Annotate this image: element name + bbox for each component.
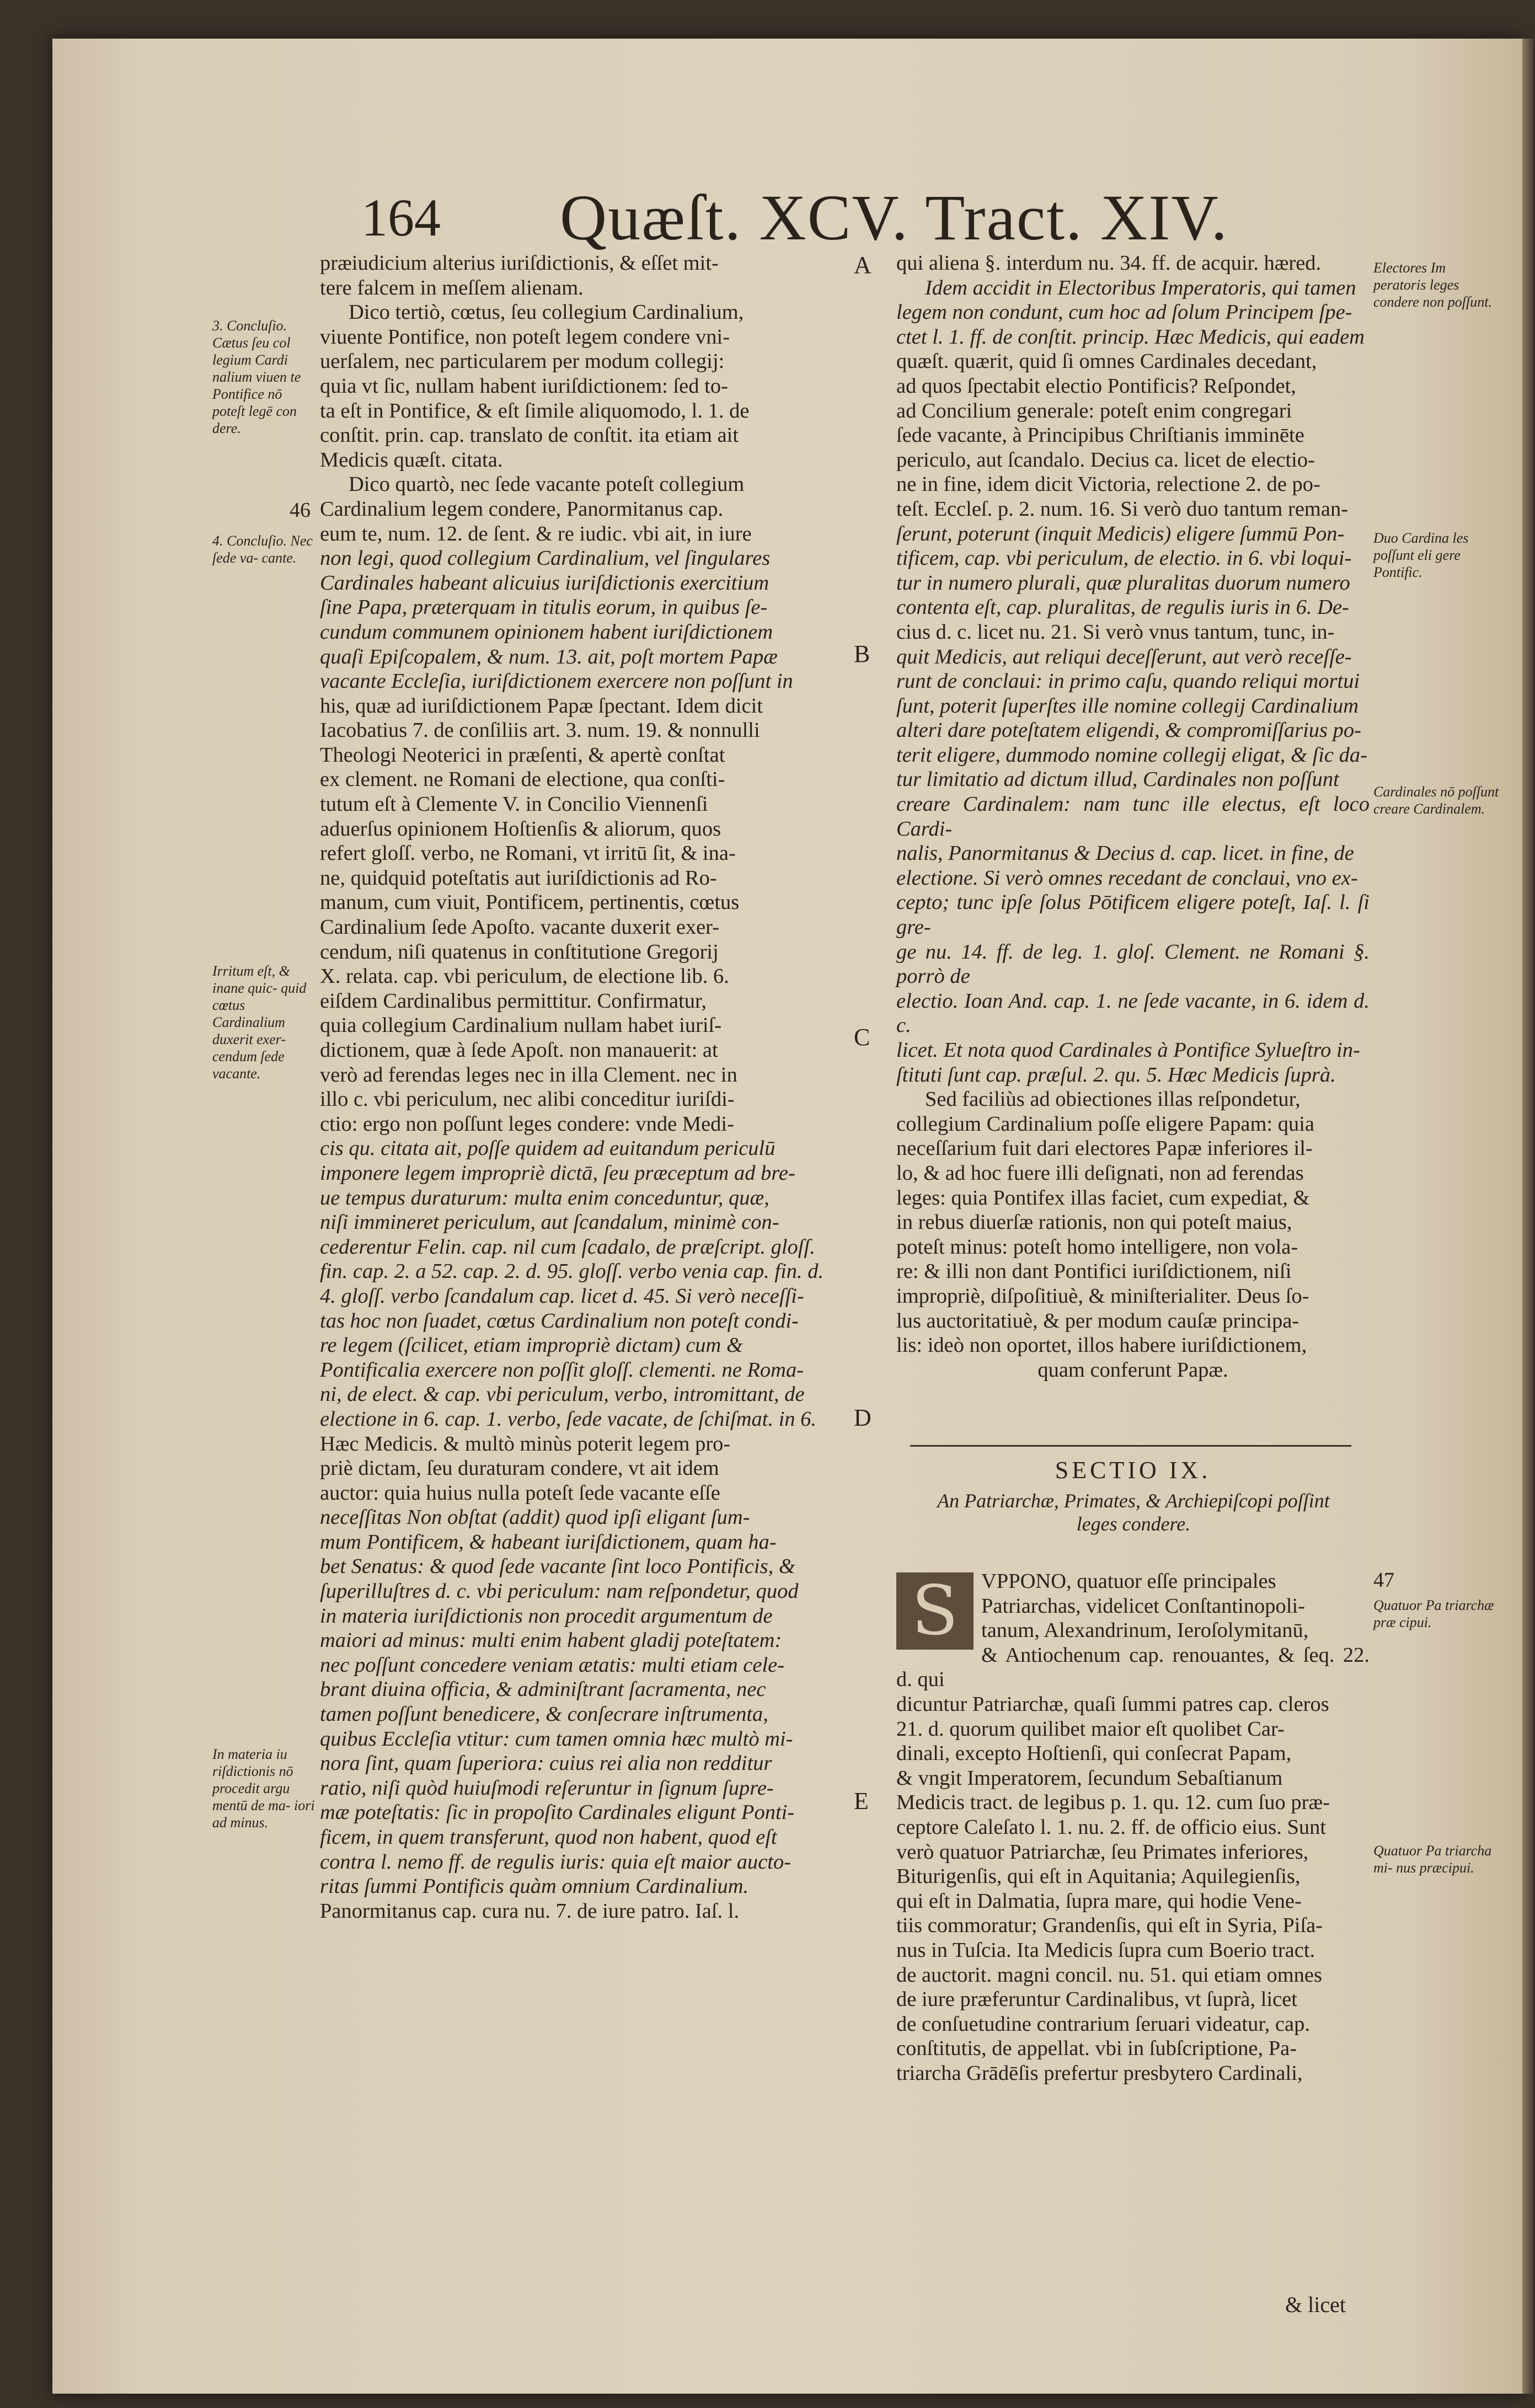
text-line: bet Senatus: & quod ſede vacante ſint loco Pontificis, &: [320, 1555, 795, 1578]
text-line: re legem (ſcilicet, etiam impropriè dictam) cum &: [320, 1334, 743, 1357]
paragraph-number: 46: [290, 499, 311, 522]
text-line: ue tempus duraturum: multa enim conceduntur, quæ,: [320, 1186, 769, 1210]
text-line: imponere legem impropriè dictā, ſeu præceptum ad bre-: [320, 1161, 795, 1185]
margin-note: Duo Cardina les poſſunt eli gere Pontific.: [1373, 530, 1469, 580]
margin-note: Quatuor Pa triarchæ præ cipui.: [1373, 1597, 1494, 1630]
text-line: Panormitanus cap. cura nu. 7. de iure patro. Iaſ. l.: [320, 1899, 740, 1923]
margin-note: Quatuor Pa triarcha mi- nus præcipui.: [1373, 1843, 1492, 1876]
text-line: ſtituti ſunt cap. præſul. 2. qu. 5. Hæc Medicis ſuprà.: [896, 1063, 1336, 1087]
text-line: Dico tertiò, cœtus, ſeu collegium Cardinalium,: [349, 301, 744, 324]
text-line: quit Medicis, aut reliqui deceſſerunt, aut verò receſſe-: [896, 645, 1352, 668]
text-line: lis: ideò non oportet, illos habere iuriſdictionem,: [896, 1334, 1307, 1357]
text-line: verò quatuor Patriarchæ, ſeu Primates inferiores,: [896, 1840, 1309, 1864]
text-line: collegium Cardinalium poſſe eligere Papam: quia: [896, 1112, 1315, 1136]
text-line: terit eligere, dummodo nomine collegij eligat, & ſic da-: [896, 743, 1367, 767]
text-line: neceſſarium fuit dari electores Papæ inferiores il-: [896, 1137, 1313, 1160]
paragraph-number: 47: [1373, 1569, 1394, 1592]
text-line: & vngit Imperatorem, ſecundum Sebaſtianum: [896, 1766, 1283, 1790]
text-line: eiſdem Cardinalibus permittitur. Confirmatur,: [320, 989, 707, 1013]
text-line: ſede vacante, à Principibus Chriſtianis imminēte: [896, 424, 1304, 447]
text-line: neceſſitas Non obſtat (addit) quod ipſi eligant ſum-: [320, 1506, 750, 1529]
text-line: Cardinales habeant alicuius iuriſdictionis exercitium: [320, 571, 769, 595]
right-column: [896, 251, 1370, 1382]
text-line: Cardinalium legem condere, Panormitanus cap.: [320, 497, 724, 521]
text-line: & Antiochenum cap. renouantes, & ſeq. 22. d. qui: [896, 1643, 1370, 1692]
text-line: manum, cum viuit, Pontificem, pertinentis, cœtus: [320, 891, 740, 914]
catchword: & licet: [1285, 2292, 1346, 2317]
text-line: mæ poteſtatis: ſic in propoſito Cardinales eligunt Ponti-: [320, 1801, 795, 1824]
text-line: ratio, niſi quòd huiuſmodi reſeruntur in ſignum ſupre-: [320, 1776, 774, 1800]
text-line: quaſi Epiſcopalem, & num. 13. ait, poſt mortem Papæ: [320, 645, 778, 668]
text-line: tutum eſt à Clemente V. in Concilio Viennenſi: [320, 793, 708, 816]
text-line: Pontificalia exercere non poſſit gloſſ. clementi. ne Roma-: [320, 1358, 804, 1382]
text-line: impropriè, diſpoſitiuè, & miniſterialiter. Deus ſo-: [896, 1284, 1309, 1308]
text-line: maiori ad minus: multi enim habent gladij poteſtatem:: [320, 1629, 782, 1652]
text-line: cendum, niſi quatenus in conſtitutione Gregorij: [320, 940, 719, 964]
running-title: Quæſt. XCV. Tract. XIV.: [560, 181, 1229, 254]
section-subtitle: An Patriarchæ, Primates, & Archiepiſcopi poſſint leges condere.: [937, 1490, 1330, 1535]
text-line: teſt. Eccleſ. p. 2. num. 16. Si verò duo tantum reman-: [896, 497, 1349, 521]
text-line: ritas ſummi Pontificis quàm omnium Cardinalium.: [320, 1875, 749, 1898]
margin-note: 3. Concluſio. Cætus ſeu col legium Cardi nalium viuen te Pontifice nō poteſt legē con dere.: [212, 318, 301, 436]
text-line: præiudicium alterius iuriſdictionis, & eſſet mit-: [320, 251, 719, 275]
text-line: tamen poſſunt benedicere, & conſecrare inſtrumenta,: [320, 1703, 768, 1726]
text-line: cepto; tunc ipſe ſolus Pōtificem eligere poteſt, Iaſ. l. ſi gre-: [896, 891, 1370, 939]
text-line: tiis commoratur; Grandenſis, qui eſt in Syria, Piſa-: [896, 1914, 1323, 1938]
text-line: contra l. nemo ff. de regulis iuris: quia eſt maior aucto-: [320, 1850, 791, 1874]
text-line: refert gloſſ. verbo, ne Romani, vt irritū ſit, & ina-: [320, 842, 736, 865]
text-line: Theologi Neoterici in præſenti, & apertè conſtat: [320, 743, 725, 767]
text-line: ta eſt in Pontifice, & eſt ſimile aliquomodo, l. 1. de: [320, 399, 750, 422]
text-line: electione in 6. cap. 1. verbo, ſede vacate, de ſchiſmat. in 6.: [320, 1407, 817, 1431]
text-line: uerſalem, nec particularem per modum collegij:: [320, 350, 725, 373]
text-line: cundum communem opinionem habent iuriſdictionem: [320, 620, 773, 644]
section-title: SECTIO IX.: [1055, 1457, 1211, 1484]
text-line: illo c. vbi periculum, nec alibi conceditur iuriſdi-: [320, 1088, 735, 1111]
text-line: dicuntur Patriarchæ, quaſi ſummi patres cap. cleros: [896, 1692, 1329, 1716]
text-line: vacante Eccleſia, iuriſdictionem exercere non poſſunt in: [320, 670, 793, 693]
text-line: cius d. c. licet nu. 21. Si verò vnus tantum, tunc, in-: [896, 620, 1335, 644]
text-line: nora ſint, quam ſuperiora: cuius rei alia non redditur: [320, 1752, 772, 1775]
text-line: Hæc Medicis. & multò minùs poterit legem pro-: [320, 1432, 731, 1455]
text-line: nus in Tuſcia. Ita Medicis ſupra cum Boerio tract.: [896, 1938, 1315, 1962]
text-line: lus auctoritatiuè, & per modum cauſæ principa-: [896, 1309, 1299, 1333]
text-line: ex clement. ne Romani de electione, qua conſti-: [320, 768, 725, 791]
text-line: leges: quia Pontifex illas faciet, cum expediat, &: [896, 1186, 1310, 1210]
text-line: tur limitatio ad dictum illud, Cardinales non poſſunt: [896, 768, 1339, 791]
section-letter: A: [854, 251, 871, 279]
text-line: fin. cap. 2. a 52. cap. 2. d. 95. gloſſ. verbo venia cap. fin. d.: [320, 1260, 824, 1283]
text-line: ne in fine, idem dicit Victoria, relectione 2. de po-: [896, 473, 1320, 496]
text-line: ſunt, poterit ſuperſtes ille nomine collegij Cardinalium: [896, 694, 1359, 718]
text-line: contenta eſt, cap. pluralitas, de regulis iuris in 6. De-: [896, 596, 1349, 619]
text-line: priè dictam, ſeu duraturam condere, vt ait idem: [320, 1457, 719, 1480]
text-line: non legi, quod collegium Cardinalium, vel ſingulares: [320, 547, 771, 570]
text-line: Patriarchas, videlicet Conſtantinopoli-: [981, 1594, 1305, 1618]
text-line: poteſt minus: poteſt homo intelligere, non vola-: [896, 1235, 1298, 1259]
decorated-initial: S: [896, 1572, 974, 1650]
text-line: Medicis quæſt. citata.: [320, 448, 503, 472]
text-line: his, quæ ad iuriſdictionem Papæ ſpectant. Idem dicit: [320, 694, 763, 718]
text-line: qui aliena §. interdum nu. 34. ff. de acquir. hæred.: [896, 251, 1322, 275]
text-line: quibus Eccleſia vtitur: cum tamen omnia hæc multò mi-: [320, 1727, 793, 1751]
margin-note: Cardinales nō poſſunt creare Cardinalem.: [1373, 784, 1499, 817]
text-line: ne, quidquid poteſtatis aut iuriſdictionis ad Ro-: [320, 866, 717, 890]
section-letter: C: [854, 1024, 870, 1051]
text-line: electione. Si verò omnes recedant de conclaui, vno ex-: [896, 866, 1358, 890]
text-line: tur in numero plurali, quæ pluralitas duorum numero: [896, 571, 1350, 595]
page-edge: [1522, 39, 1533, 2394]
text-line: 4. gloſſ. verbo ſcandalum cap. licet d. 45. Si verò neceſſi-: [320, 1284, 804, 1308]
text-line: electio. Ioan And. cap. 1. ne ſede vacante, in 6. idem d. c.: [896, 989, 1370, 1037]
text-line: de conſuetudine contrarium ſeruari videatur, cap.: [896, 2012, 1310, 2036]
text-line: de auctorit. magni concil. nu. 51. qui etiam omnes: [896, 1963, 1322, 1987]
text-line: Idem accidit in Electoribus Imperatoris, qui tamen: [925, 276, 1356, 299]
text-line: tificem, cap. vbi periculum, de electio. in 6. vbi loqui-: [896, 547, 1352, 570]
margin-note: Electores Im peratoris leges condere non poſſunt.: [1373, 260, 1492, 310]
text-line: tanum, Alexandrinum, Ieroſolymitanū,: [981, 1619, 1309, 1642]
text-line: nalis, Panormitanus & Decius d. cap. licet. in fine, de: [896, 842, 1354, 865]
text-line: cederentur Felin. cap. nil cum ſcadalo, de præſcript. gloſſ.: [320, 1235, 815, 1259]
section-body: [896, 1569, 1370, 2085]
text-line: Medicis tract. de legibus p. 1. qu. 12. cum ſuo præ-: [896, 1791, 1330, 1815]
text-line: ni, de elect. & cap. vbi periculum, verbo, intromittant, de: [320, 1383, 805, 1406]
text-line: qui eſt in Dalmatia, ſupra mare, qui hodie Vene-: [896, 1889, 1302, 1913]
text-line: ſine Papa, præterquam in titulis eorum, in quibus ſe-: [320, 596, 768, 619]
margin-note: 4. Concluſio. Nec ſede va- cante.: [212, 533, 313, 566]
margin-note: Irritum eſt, & inane quic- quid cœtus Cardinalium duxerit exer- cendum ſede vacante.: [212, 963, 307, 1082]
text-line: quia collegium Cardinalium nullam habet iuriſ-: [320, 1014, 722, 1037]
text-line: X. relata. cap. vbi periculum, de electione lib. 6.: [320, 965, 729, 988]
text-line: nec poſſunt concedere veniam ætatis: multi etiam cele-: [320, 1653, 785, 1677]
page-header: [309, 182, 1357, 254]
text-line: in rebus diuerſæ rationis, non qui poteſt maius,: [896, 1211, 1292, 1234]
text-line: in materia iuriſdictionis non procedit argumentum de: [320, 1604, 773, 1628]
text-line: tere falcem in meſſem alienam.: [320, 276, 584, 299]
text-line: eum te, num. 12. de ſent. & re iudic. vbi ait, in iure: [320, 522, 752, 545]
text-line: aduerſus opinionem Hoſtienſis & aliorum, quos: [320, 817, 721, 841]
margin-note: In materia iu riſdictionis nō procedit argu mentū de ma- iori ad minus.: [212, 1746, 315, 1831]
section-letter: B: [854, 640, 870, 667]
text-line: cis qu. citata ait, poſſe quidem ad euitandum periculū: [320, 1137, 775, 1160]
text-line: licet. Et nota quod Cardinales à Pontifice Sylueſtro in-: [896, 1039, 1360, 1062]
text-line: mum Pontificem, & habeant iuriſdictionem, quam ha-: [320, 1530, 777, 1554]
text-line: VPPONO, quatuor eſſe principales: [981, 1570, 1276, 1593]
section-letter: D: [854, 1404, 871, 1431]
text-line: conſtitutis, de appellat. vbi in ſubſcriptione, Pa-: [896, 2037, 1297, 2061]
text-line: 21. d. quorum quilibet maior eſt quolibet Car-: [896, 1717, 1285, 1741]
text-line: Iacobatius 7. de conſiliis art. 3. num. 19. & nonnulli: [320, 719, 760, 742]
text-line: quæſt. quærit, quid ſi omnes Cardinales decedant,: [896, 350, 1317, 373]
text-line: creare Cardinalem: nam tunc ille electus, eſt loco Cardi-: [896, 793, 1370, 841]
text-line: verò ad ferendas leges nec in illa Clement. nec in: [320, 1063, 737, 1087]
text-line: niſi immineret periculum, aut ſcandalum, minimè con-: [320, 1211, 779, 1234]
text-line: triarcha Grādēſis prefertur presbytero Cardinali,: [896, 2061, 1303, 2085]
text-line: ad quos ſpectabit electio Pontificis? Reſpondet,: [896, 374, 1296, 398]
text-line: quia vt ſic, nullam habent iuriſdictionem: ſed to-: [320, 374, 728, 398]
text-line: ge nu. 14. ff. de leg. 1. gloſ. Clement. ne Romani §. porrò de: [896, 940, 1370, 988]
text-line: legem non condunt, cum hoc ad ſolum Principem ſpe-: [896, 301, 1352, 324]
text-line: auctor: quia huius nulla poteſt ſede vacante eſſe: [320, 1481, 720, 1505]
text-line: ctet l. 1. ff. de conſtit. princip. Hæc Medicis, qui eadem: [896, 325, 1365, 349]
text-line: quam conferunt Papæ.: [1037, 1358, 1228, 1382]
text-line: de iure præferuntur Cardinalibus, vt ſuprà, licet: [896, 1988, 1298, 2011]
text-line: conſtit. prin. cap. translato de conſtit. ita etiam ait: [320, 424, 739, 447]
page-number: 164: [361, 188, 441, 247]
text-line: ſerunt, poterunt (inquit Medicis) eligere ſummū Pon-: [896, 522, 1345, 545]
text-line: re: & illi non dant Pontifici iuriſdictionem, niſi: [896, 1260, 1292, 1283]
section-divider: [910, 1445, 1351, 1447]
text-line: brant diuina officia, & adminiſtrant ſacramenta, nec: [320, 1678, 766, 1701]
text-line: ctio: ergo non poſſunt leges condere: vnde Medi-: [320, 1112, 734, 1136]
section-letter: E: [854, 1788, 869, 1815]
text-line: tas hoc non ſuadet, cœtus Cardinalium non poteſt condi-: [320, 1309, 799, 1333]
text-line: periculo, aut ſcandalo. Decius ca. licet de electio-: [896, 448, 1315, 472]
text-line: ad Concilium generale: poteſt enim congregari: [896, 399, 1292, 422]
text-line: Biturigenſis, qui eſt in Aquitania; Aquilegienſis,: [896, 1865, 1301, 1888]
text-line: ſuperilluſtres d. c. vbi periculum: nam reſpondetur, quod: [320, 1580, 799, 1603]
text-line: dictionem, quæ à ſede Apoſt. non manauerit: at: [320, 1039, 718, 1062]
text-line: Cardinalium ſede Apoſto. vacante duxerit exer-: [320, 916, 720, 939]
left-column: [320, 251, 840, 1923]
text-line: lo, & ad hoc fuere illi deſignati, non ad ferendas: [896, 1161, 1304, 1185]
text-line: alteri dare poteſtatem eligendi, & compromiſſarius po-: [896, 719, 1361, 742]
text-line: ceptore Caleſato l. 1. nu. 2. ff. de officio eius. Sunt: [896, 1815, 1327, 1839]
text-line: viuente Pontifice, non poteſt legem condere vni-: [320, 325, 730, 349]
text-line: runt de conclaui: in primo caſu, quando reliqui mortui: [896, 670, 1360, 693]
text-line: ficem, in quem transferunt, quod non habent, quod eſt: [320, 1826, 777, 1849]
text-line: Sed faciliùs ad obiectiones illas reſpondetur,: [925, 1088, 1301, 1111]
text-line: dinali, excepto Hoſtienſi, qui conſecrat Papam,: [896, 1742, 1292, 1765]
text-line: Dico quartò, nec ſede vacante poteſt collegium: [349, 473, 745, 496]
